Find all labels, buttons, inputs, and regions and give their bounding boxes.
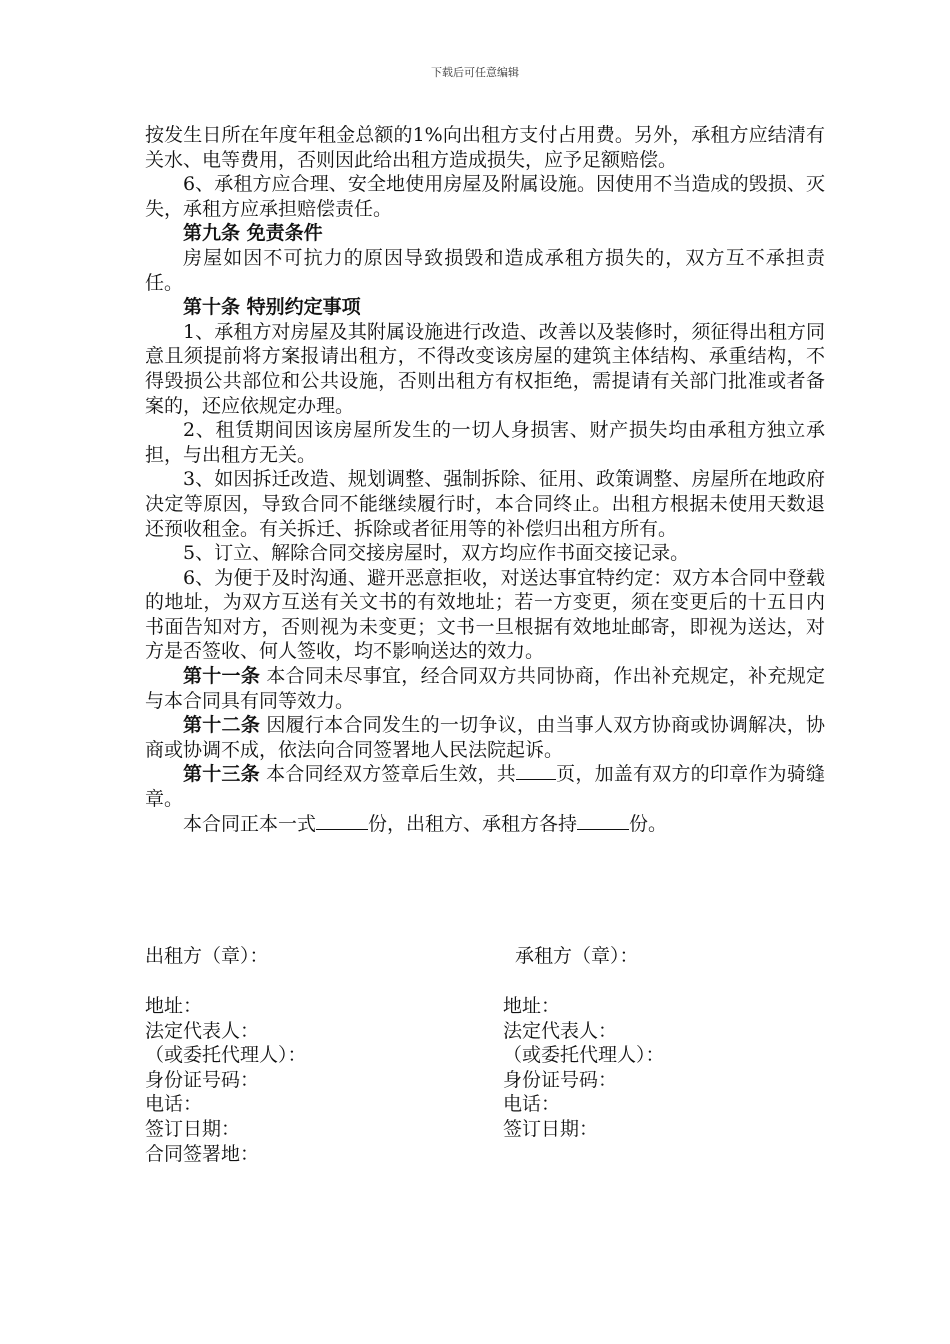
lessee-title: 承租方（章）： [515,945,639,967]
lessee-phone: 电话： [503,1093,561,1116]
article-heading: 第十条 特别约定事项 [183,296,361,319]
copies-text: 本合同正本一式 [183,812,317,835]
copies-line [145,812,825,837]
lessor-agent: （或委托代理人）： [145,1044,307,1067]
page-header: 下载后可任意编辑 [431,66,519,79]
paragraph: 按发生日所在年度年租金总额的1%向出租方支付占用费。另外，承租方应结清有关水、电等费用，否则因此给出租方造成损失，应予足额赔偿。 [145,124,825,171]
article-heading: 第九条 免责条件 [183,222,323,245]
lessee-address: 地址： [503,995,561,1017]
article-11 [145,664,825,713]
copies-blank [316,829,368,830]
paragraph: 2、租赁期间因该房屋所发生的一切人身损害、财产损失均由承租方独立承担，与出租方无关。 [145,419,825,466]
copies-blank [577,829,629,830]
article-13 [145,762,825,811]
lessee-legal-rep: 法定代表人： [503,1019,618,1042]
copies-text: 份，出租方、承租方各持 [368,812,578,835]
lessee-id-number: 身份证号码： [503,1068,618,1091]
copies-text: 份。 [629,812,668,835]
article-label: 第十三条 [183,763,260,786]
lessor-sign-date: 签订日期： [145,1117,241,1140]
lessor-phone: 电话： [145,1093,203,1116]
lessor-id-number: 身份证号码： [145,1068,260,1091]
lessee-sign-date: 签订日期： [503,1117,599,1140]
lessee-agent: （或委托代理人）： [503,1044,665,1067]
paragraph: 1、承租方对房屋及其附属设施进行改造、改善以及装修时，须征得出租方同意且须提前将方案报请出租方，不得改变该房屋的建筑主体结构、承重结构，不得毁损公共部位和公共设施，否则出租方有权拒绝，需提请有关部门批准或者备案的，还应依规定办理。 [145,320,825,417]
article-text: 页，加盖有双方的印章作为骑缝章。 [145,763,825,811]
lessor-legal-rep: 法定代表人： [145,1019,260,1042]
lessor-title: 出租方（章）： [145,945,269,967]
article-12 [145,713,825,762]
paragraph: 3、如因拆迁改造、规划调整、强制拆除、征用、政策调整、房屋所在地政府决定等原因，导致合同不能继续履行时，本合同终止。出租方根据未使用天数退还预收租金。有关拆迁、拆除或者征用等的补偿归出租方所有。 [145,468,825,540]
article-label: 第十二条 [183,714,261,737]
paragraph: 5、订立、解除合同交接房屋时，双方均应作书面交接记录。 [183,542,690,565]
paragraph: 6、为便于及时沟通、避开恶意拒收，对送达事宜特约定：双方本合同中登载的地址，为双方互送有关文书的有效地址；若一方变更，须在变更后的十五日内书面告知对方，否则视为未变更；文书一旦根据有效地址邮寄，即视为送达，对方是否签收、何人签收，均不影响送达的效力。 [145,566,825,663]
contract-body [145,123,825,836]
signature-titles [145,944,835,969]
page-count-blank [516,779,556,780]
article-text: 本合同经双方签章后生效，共 [259,763,516,786]
paragraph: 6、承租方应合理、安全地使用房屋及附属设施。因使用不当造成的毁损、灭失，承租方应承担赔偿责任。 [145,173,825,220]
signature-block [145,994,835,1166]
article-text: 本合同未尽事宜，经合同双方共同协商，作出补充规定，补充规定与本合同具有同等效力。 [145,665,825,712]
paragraph: 房屋如因不可抗力的原因导致损毁和造成承租方损失的，双方互不承担责任。 [145,246,825,294]
lessor-address: 地址： [145,995,203,1017]
sign-place: 合同签署地： [145,1142,260,1165]
article-text: 因履行本合同发生的一切争议，由当事人双方协商或协调解决，协商或协调不成，依法向合同签署地人民法院起诉。 [145,714,825,761]
article-label: 第十一条 [183,665,261,688]
